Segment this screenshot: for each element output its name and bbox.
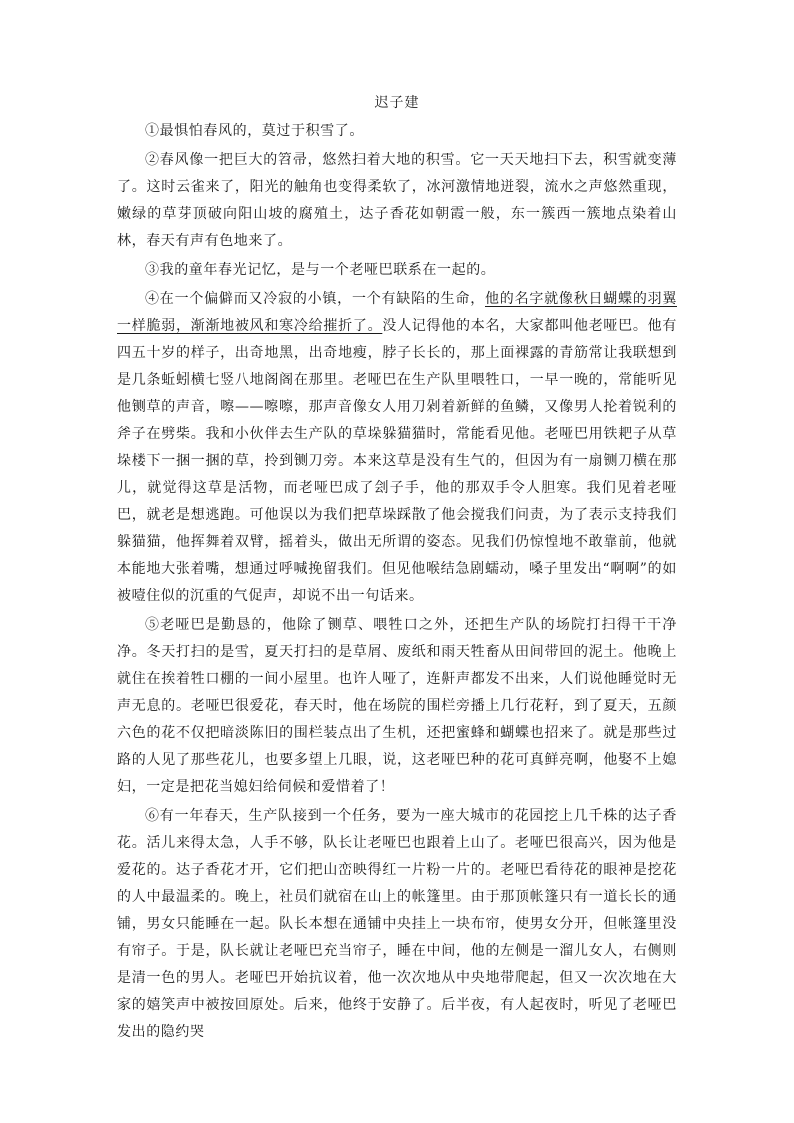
paragraph-4 <box>117 286 677 610</box>
paragraph-4-lead: ④在一个偏僻而又冷寂的小镇，一个有缺陷的生命， <box>145 291 485 307</box>
paragraph-5: ⑤老哑巴是勤恳的，他除了铡草、喂牲口之外，还把生产队的场院打扫得干干净净。冬天打扫的是雪，夏天打扫的是草屑、废纸和雨天牲畜从田间带回的泥土。他晚上就住在挨着牲口棚的一间小屋里。也许人哑了，连鼾声都发不出来，人们说他睡觉时无声无息的。老哑巴很爱花，春天时，他在场院的围栏旁播上几行花籽，到了夏天，五颜六色的花不仅把暗淡陈旧的围栏装点出了生机，还把蜜蜂和蝴蝶也招来了。就是那些过路的人见了那些花儿，也要多望上几眼，说，这老哑巴种的花可真鲜亮啊，他娶不上媳妇，一定是把花当媳妇给伺候和爱惜着了！ <box>117 617 677 795</box>
underlined-sentence: 他的名字就像秋日蝴蝶的羽翼一样脆弱，渐渐地被风和寒冷给摧折了。 <box>117 291 677 334</box>
document-page <box>117 92 677 1048</box>
paragraph-6: ⑥有一年春天，生产队接到一个任务，要为一座大城市的花园挖上几千株的达子香花。活儿来得太急，人手不够，队长让老哑巴也跟着上山了。老哑巴很高兴，因为他是爱花的。达子香花才开，它们把山峦映得红一片粉一片的。老哑巴看待花的眼神是挖花的人中最温柔的。晚上，社员们就宿在山上的帐篷里。由于那顶帐篷只有一道长长的通铺，男女只能睡在一起。队长本想在通铺中央挂上一块布帘，使男女分开，但帐篷里没有帘子。于是，队长就让老哑巴充当帘子，睡在中间，他的左侧是一溜儿女人，右侧则是清一色的男人。老哑巴开始抗议着，他一次次地从中央地带爬起，但又一次次地在大家的嬉笑声中被按回原处。后来，他终于安静了。后半夜，有人起夜时，听见了老哑巴发出的隐约哭 <box>117 808 677 1040</box>
paragraph-2: ②春风像一把巨大的笤帚，悠然扫着大地的积雪。它一天天地扫下去，积雪就变薄了。这时云雀来了，阳光的触角也变得柔软了，冰河激情地迸裂，流水之声悠然重现，嫩绿的草芽顶破向阳山坡的腐殖土，达子香花如朝霞一般，东一簇西一簇地点染着山林，春天有声有色地来了。 <box>117 152 677 249</box>
paragraph-1: ①最惧怕春风的，莫过于积雪了。 <box>145 123 364 139</box>
paragraph-3: ③我的童年春光记忆，是与一个老哑巴联系在一起的。 <box>145 262 496 278</box>
paragraph-4-rest: 没人记得他的本名，大家都叫他老哑巴。他有四五十岁的样子，出奇地黑，出奇地瘦，脖子长长的，那上面裸露的青筋常让我联想到是几条蚯蚓横七竖八地阁阁在那里。老哑巴在生产队里喂牲口，一早一晚的，常能听见他铡草的声音，嚓——嚓嚓，那声音像女人用刀剁着新鲜的鱼鳞，又像男人抡着锐利的斧子在劈柴。我和小伙伴去生产队的草垛躲猫猫时，常能看见他。老哑巴用铁耙子从草垛楼下一捆一捆的草，拎到铡刀旁。本来这草是没有生气的，但因为有一扇铡刀横在那儿，就觉得这草是活物，而老哑巴成了刽子手，他的那双手令人胆寒。我们见着老哑巴，就老是想逃跑。可他误以为我们把草垛踩散了他会搅我们问责，为了表示支持我们躲猫猫，他挥舞着双臂，摇着头，做出无所谓的姿态。见我们仍惊惶地不敢靠前，他就本能地大张着嘴，想通过呼喊挽留我们。但见他喉结急剧蠕动，嗓子里发出“啊啊”的如被噎住似的沉重的气促声，却说不出一句话来。 <box>117 318 677 604</box>
author-title: 迟子建 <box>374 95 420 111</box>
